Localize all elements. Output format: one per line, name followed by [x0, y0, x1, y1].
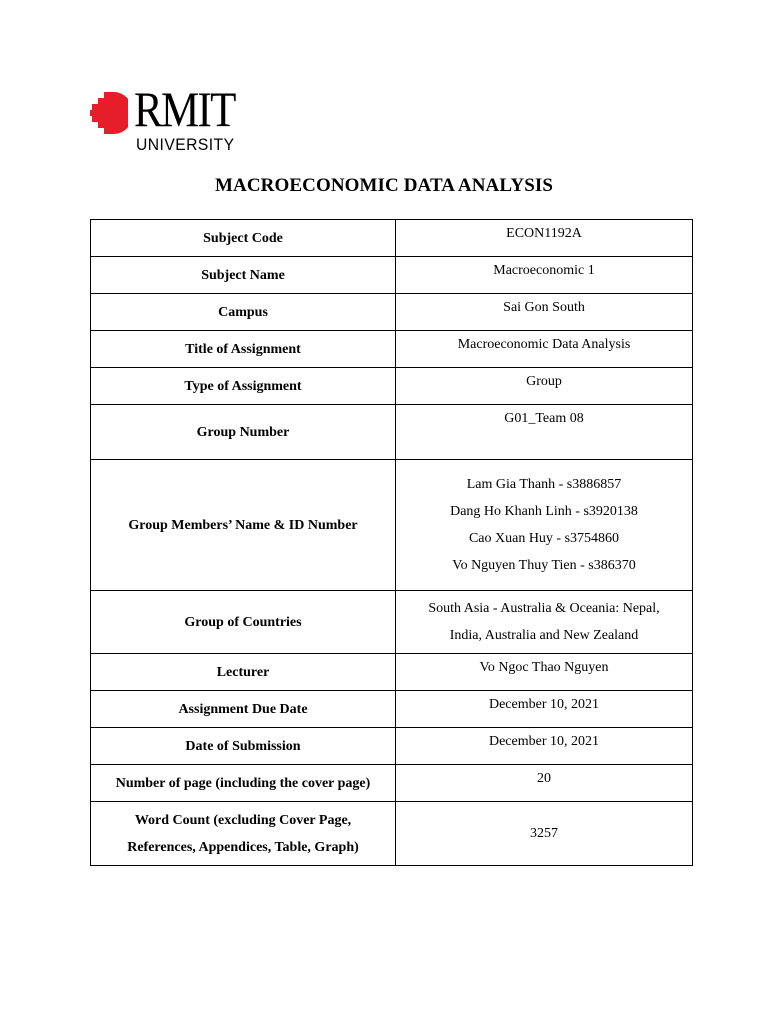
row-label: Type of Assignment — [91, 368, 396, 405]
logo-subtitle: UNIVERSITY — [136, 135, 235, 154]
row-label: Group Number — [91, 405, 396, 460]
row-value: Macroeconomic Data Analysis — [396, 331, 693, 368]
table-row — [91, 460, 693, 591]
table-row — [91, 257, 693, 294]
row-label: Group of Countries — [91, 591, 396, 654]
table-row — [91, 765, 693, 802]
document-title: MACROECONOMIC DATA ANALYSIS — [214, 175, 554, 196]
table-row — [91, 331, 693, 368]
group-member: Lam Gia Thanh - s3886857 — [466, 477, 622, 492]
row-label-line: Word Count (excluding Cover Page, — [134, 812, 352, 828]
row-value: December 10, 2021 — [396, 728, 693, 765]
row-label: Assignment Due Date — [91, 691, 396, 728]
row-value: December 10, 2021 — [396, 691, 693, 728]
row-value: Group — [396, 368, 693, 405]
row-label: Group Members’ Name & ID Number — [91, 460, 396, 591]
country-line: South Asia - Australia & Oceania: Nepal, — [428, 601, 660, 616]
row-value: 20 — [396, 765, 693, 802]
table-row — [91, 591, 693, 654]
cover-info-table — [90, 219, 693, 866]
row-label: Subject Code — [91, 220, 396, 257]
table-row — [91, 220, 693, 257]
row-label — [91, 802, 396, 866]
row-value: ECON1192A — [396, 220, 693, 257]
logo-wordmark: RMIT — [134, 81, 235, 137]
table-row — [91, 294, 693, 331]
table-row — [91, 368, 693, 405]
row-label: Title of Assignment — [91, 331, 396, 368]
row-label-line: References, Appendices, Table, Graph) — [127, 839, 359, 855]
row-value: Vo Ngoc Thao Nguyen — [396, 654, 693, 691]
row-value: G01_Team 08 — [396, 405, 693, 460]
table-row — [91, 405, 693, 460]
row-label: Subject Name — [91, 257, 396, 294]
group-member: Cao Xuan Huy - s3754860 — [468, 531, 620, 546]
row-value: Sai Gon South — [396, 294, 693, 331]
group-member: Dang Ho Khanh Linh - s3920138 — [450, 504, 638, 519]
table-row — [91, 691, 693, 728]
country-line: India, Australia and New Zealand — [449, 628, 639, 643]
group-member: Vo Nguyen Thuy Tien - s386370 — [452, 558, 636, 573]
row-label: Date of Submission — [91, 728, 396, 765]
row-value-list — [396, 460, 693, 591]
row-label: Number of page (including the cover page) — [91, 765, 396, 802]
row-label: Campus — [91, 294, 396, 331]
row-value: 3257 — [396, 802, 693, 866]
rmit-logo-mark-icon — [90, 92, 128, 134]
row-value-list — [396, 591, 693, 654]
rmit-logo — [90, 81, 260, 156]
table-row — [91, 654, 693, 691]
row-value: Macroeconomic 1 — [396, 257, 693, 294]
row-label: Lecturer — [91, 654, 396, 691]
table-row — [91, 728, 693, 765]
table-row — [91, 802, 693, 866]
